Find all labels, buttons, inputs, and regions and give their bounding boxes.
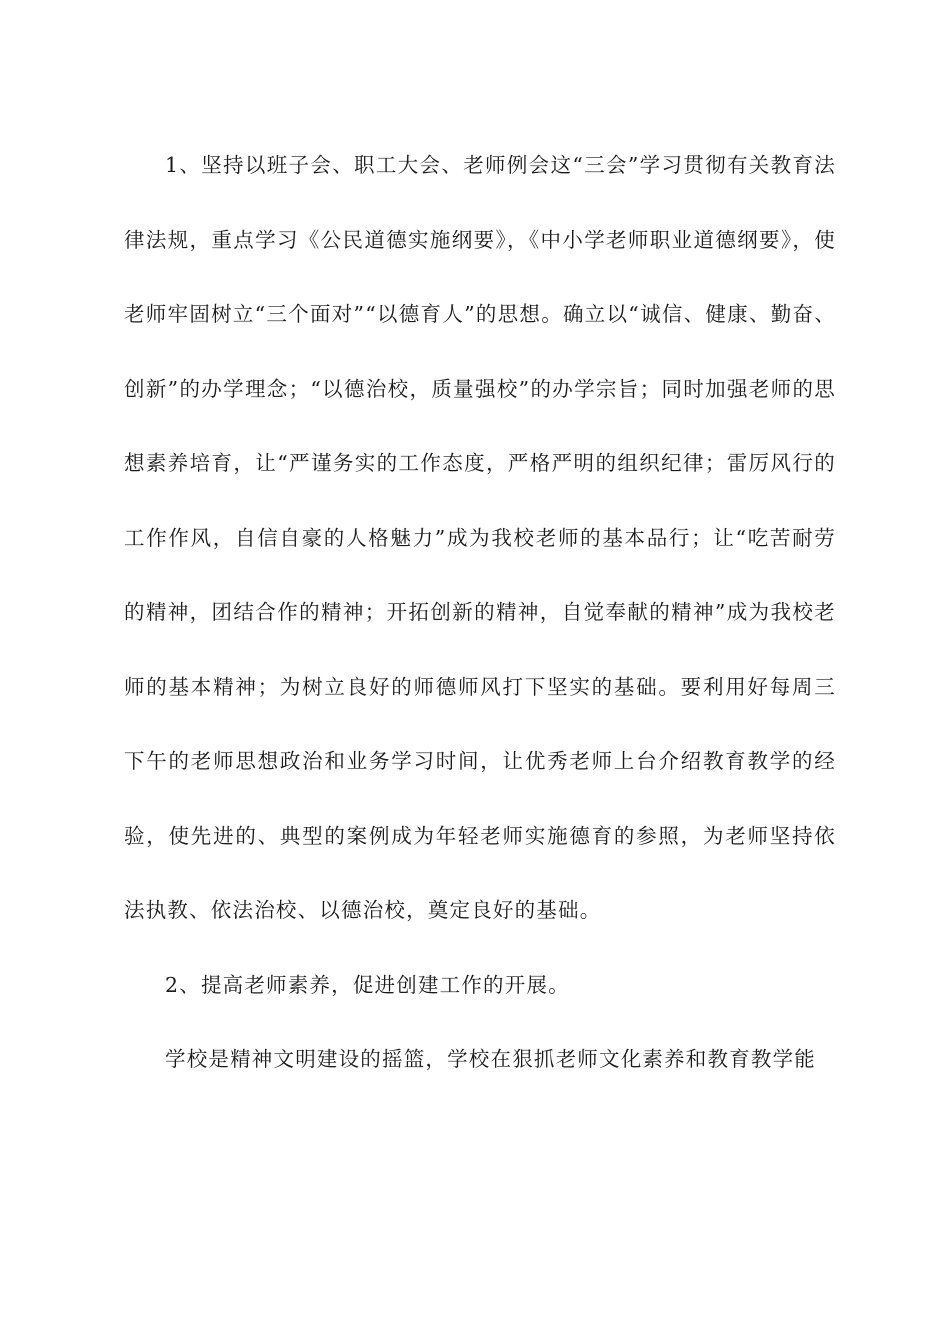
document-body xyxy=(124,128,836,1097)
paragraph-school-spiritual-civilization: 学校是精神文明建设的摇篮，学校在狠抓老师文化素养和教育教学能 xyxy=(165,1047,816,1071)
paragraph-teacher-ethics-study: 1、坚持以班子会、职工大会、老师例会这“三会”学习贯彻有关教育法律法规，重点学习《公民道德实施纲要》，《中小学老师职业道德纲要》，使老师牢固树立“三个面对”“以德育人”的思想。确立以“诚信、健康、勤奋、创新”的办学理念；“以德治校，质量强校”的办学宗旨；同时加强老师的思想素养培育，让“严谨务实的工作态度，严格严明的组织纪律；雷厉风行的工作作风，自信自豪的人格魅力”成为我校老师的基本品行；让“吃苦耐劳的精神，团结合作的精神；开拓创新的精神，自觉奉献的精神”成为我校老师的基本精神；为树立良好的师德师风打下坚实的基础。要利用好每周三下午的老师思想政治和业务学习时间，让优秀老师上台介绍教育教学的经验，使先进的、典型的案例成为年轻老师实施德育的参照，为老师坚持依法执教、依法治校、以德治校，奠定良好的基础。 xyxy=(124,153,836,922)
paragraph-improve-teacher-quality: 2、提高老师素养，促进创建工作的开展。 xyxy=(165,972,570,997)
